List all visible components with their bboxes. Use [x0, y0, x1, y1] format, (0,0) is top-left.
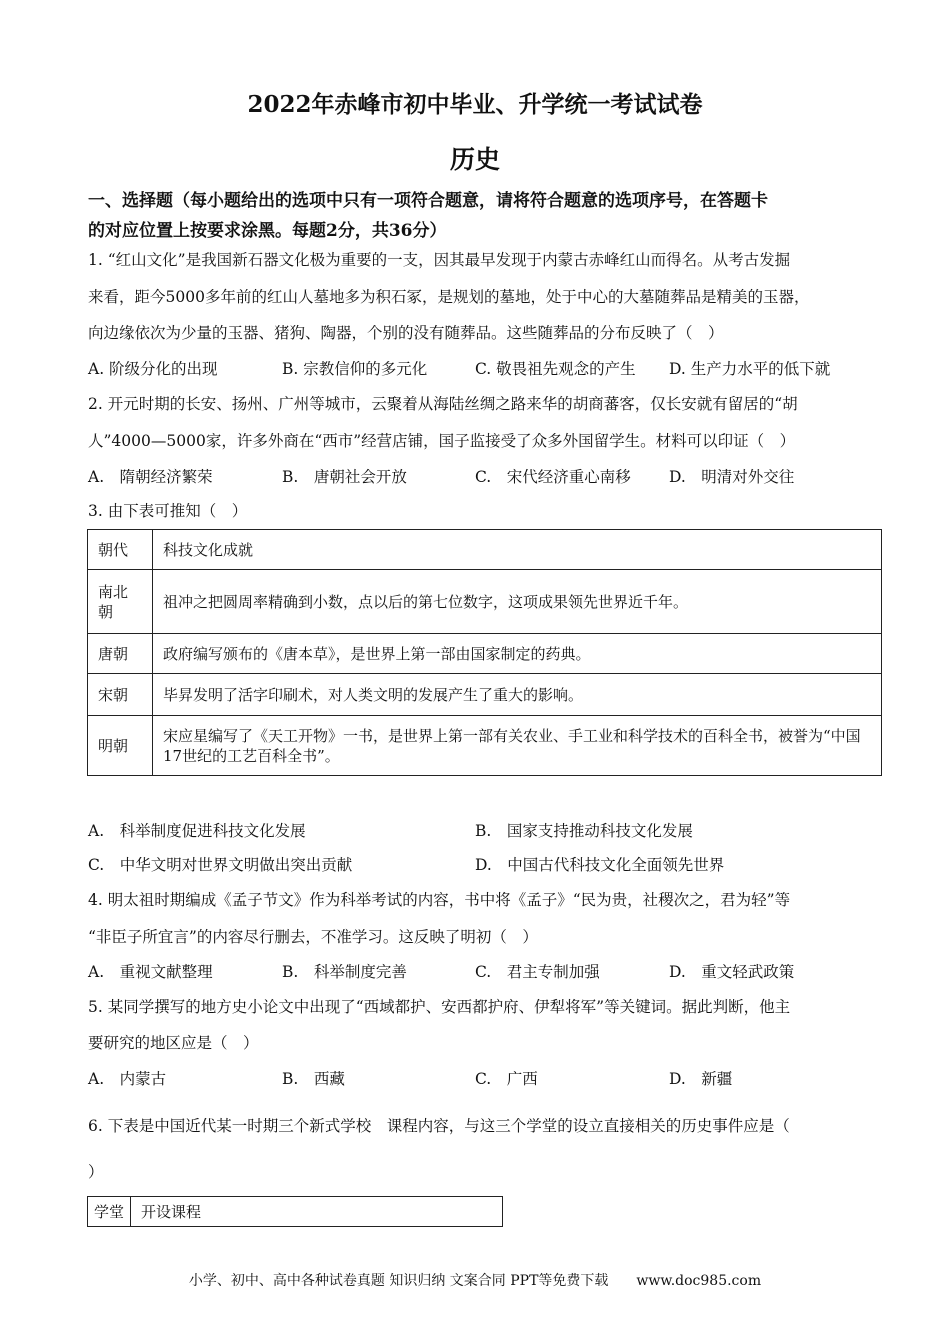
q2-option-d: D. 明清对外交往	[669, 468, 795, 486]
table-header-school: 学堂	[88, 1197, 131, 1227]
q4-option-a: A. 重视文献整理	[88, 963, 213, 981]
table-cell-dynasty: 宋朝	[88, 674, 153, 716]
q3-stem: 3. 由下表可推知（ ）	[88, 502, 248, 520]
section-heading-line1: 一、选择题（每小题给出的选项中只有一项符合题意，请将符合题意的选项序号，在答题卡	[88, 191, 768, 211]
table-row	[88, 570, 882, 634]
q5-stem-line2: 要研究的地区应是（ ）	[88, 1034, 259, 1052]
table-header-dynasty: 朝代	[88, 530, 153, 570]
table-header-courses: 开设课程	[131, 1197, 503, 1227]
q1-stem-line2: 来看，距今5000多年前的红山人墓地多为积石冢，是规划的墓地，处于中心的大墓随葬品是精美的玉器，	[88, 288, 810, 306]
q4-option-c: C. 君主专制加强	[475, 963, 600, 981]
table-row	[88, 634, 882, 674]
subject-title: 历史	[449, 145, 500, 174]
q1-option-a: A. 阶级分化的出现	[88, 360, 218, 378]
table-header-row	[88, 1197, 503, 1227]
q2-stem-line2: 人”4000—5000家，许多外商在“西市”经营店铺，国子监接受了众多外国留学生。材料可以印证（ ）	[88, 432, 796, 450]
q5-option-c: C. 广西	[475, 1070, 538, 1088]
q5-option-b: B. 西藏	[282, 1070, 345, 1088]
q3-achievements-table	[87, 529, 882, 776]
q6-stem-line2: ）	[88, 1163, 104, 1181]
table-cell-achievement: 宋应星编写了《天工开物》一书，是世界上第一部有关农业、手工业和科学技术的百科全书，被誉为“中国17世纪的工艺百科全书”。	[153, 716, 882, 776]
q3-option-b: B. 国家支持推动科技文化发展	[475, 822, 693, 840]
q1-option-d: D. 生产力水平的低下就	[669, 360, 831, 378]
q1-option-b: B. 宗教信仰的多元化	[282, 360, 428, 378]
q6-stem-line1: 6. 下表是中国近代某一时期三个新式学校 课程内容，与这三个学堂的设立直接相关的历史事件应是（	[88, 1117, 790, 1135]
q6-schools-table	[87, 1196, 503, 1227]
q2-stem-line1: 2. 开元时期的长安、扬州、广州等城市，云聚着从海陆丝绸之路来华的胡商蕃客，仅长安就有留居的“胡	[88, 395, 798, 413]
table-cell-achievement: 毕昇发明了活字印刷术，对人类文明的发展产生了重大的影响。	[153, 674, 882, 716]
q5-stem-line1: 5. 某同学撰写的地方史小论文中出现了“西域都护、安西都护府、伊犁将军”等关键词。据此判断，他主	[88, 998, 791, 1016]
q4-stem-line2: “非臣子所宜言”的内容尽行删去，不准学习。这反映了明初（ ）	[88, 928, 538, 946]
table-row	[88, 716, 882, 776]
q3-option-c: C. 中华文明对世界文明做出突出贡献	[88, 856, 353, 874]
dynasty-label: 南北朝	[98, 582, 129, 621]
table-cell-achievement: 政府编写颁布的《唐本草》，是世界上第一部由国家制定的药典。	[153, 634, 882, 674]
table-cell-dynasty: 唐朝	[88, 634, 153, 674]
table-header-achievement: 科技文化成就	[153, 530, 882, 570]
q1-option-c: C. 敬畏祖先观念的产生	[475, 360, 636, 378]
q1-stem-line3: 向边缘依次为少量的玉器、猪狗、陶器，个别的没有随葬品。这些随葬品的分布反映了（ ）	[88, 324, 724, 342]
exam-title: 2022年赤峰市初中毕业、升学统一考试试卷	[247, 91, 703, 118]
q5-option-d: D. 新疆	[669, 1070, 733, 1088]
q4-option-b: B. 科举制度完善	[282, 963, 407, 981]
q1-stem-line1: 1. “红山文化”是我国新石器文化极为重要的一支，因其最早发现于内蒙古赤峰红山而得名。从考古发掘	[88, 251, 791, 269]
q4-stem-line1: 4. 明太祖时期编成《孟子节文》作为科举考试的内容，书中将《孟子》“民为贵，社稷次之，君为轻”等	[88, 891, 791, 909]
q4-option-d: D. 重文轻武政策	[669, 963, 795, 981]
q2-option-a: A. 隋朝经济繁荣	[88, 468, 213, 486]
table-row	[88, 674, 882, 716]
q5-option-a: A. 内蒙古	[88, 1070, 167, 1088]
q3-option-d: D. 中国古代科技文化全面领先世界	[475, 856, 725, 874]
table-header-row	[88, 530, 882, 570]
page-footer: 小学、初中、高中各种试卷真题 知识归纳 文案合同 PPT等免费下载 www.doc985.com	[188, 1273, 762, 1289]
table-cell-dynasty	[88, 570, 153, 634]
section-heading-line2: 的对应位置上按要求涂黑。每题2分，共36分）	[88, 221, 447, 241]
table-cell-achievement: 祖冲之把圆周率精确到小数，点以后的第七位数字，这项成果领先世界近千年。	[153, 570, 882, 634]
q2-option-b: B. 唐朝社会开放	[282, 468, 407, 486]
q3-option-a: A. 科举制度促进科技文化发展	[88, 822, 306, 840]
table-cell-dynasty: 明朝	[88, 716, 153, 776]
q2-option-c: C. 宋代经济重心南移	[475, 468, 631, 486]
